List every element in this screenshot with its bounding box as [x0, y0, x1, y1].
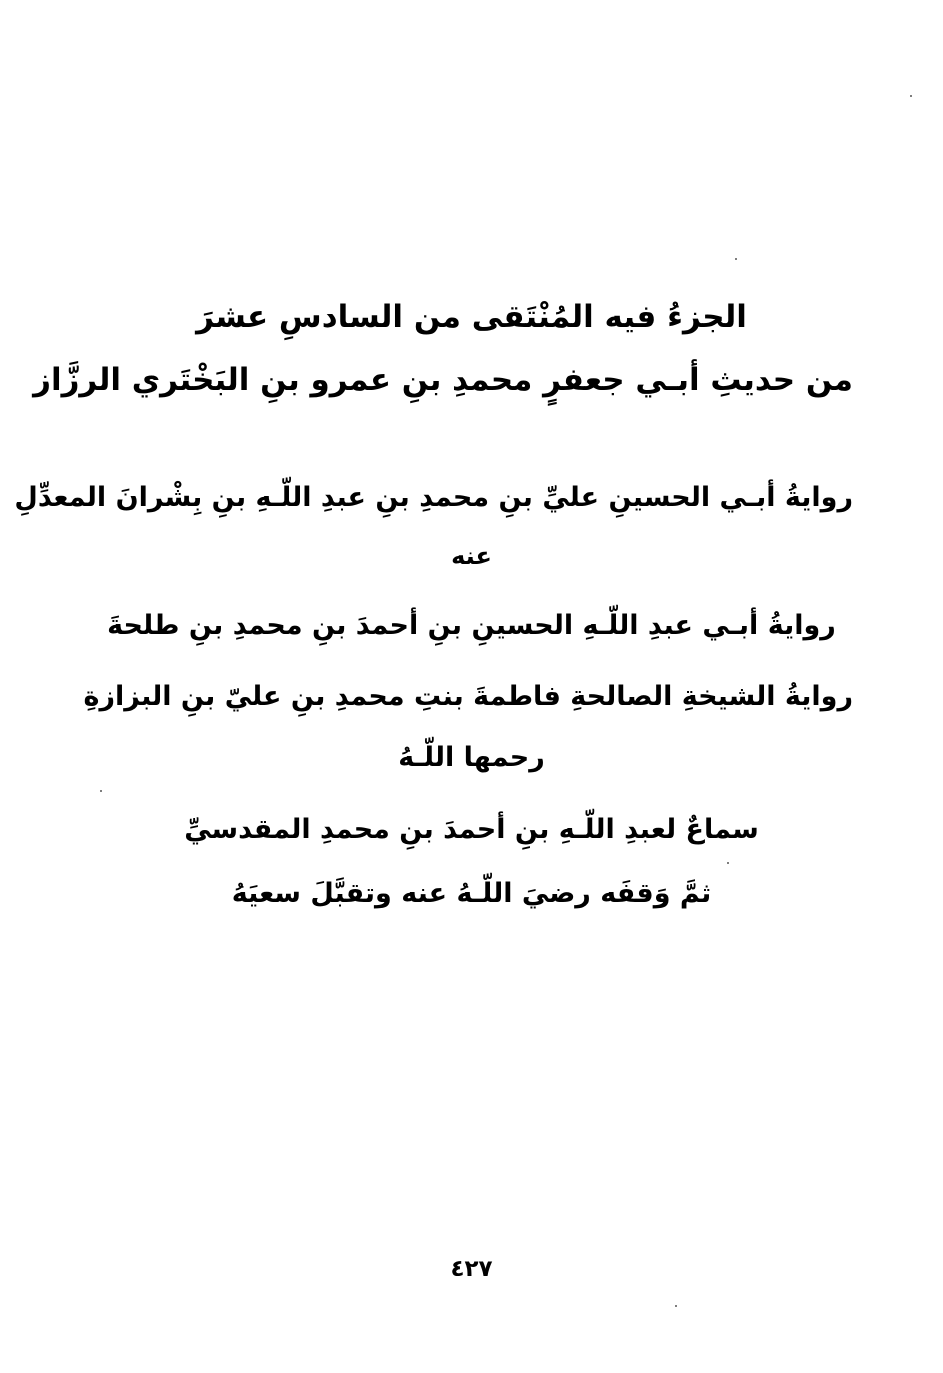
narration-1-line-1: روايةُ أبـي الحسينِ عليِّ بنِ محمدِ بنِ عبدِ اللّـهِ بنِ بِشْرانَ المعدِّلِ: [14, 482, 853, 513]
endowment-note: ثمَّ وَقفَه رضيَ اللّـهُ عنه وتقبَّلَ سعيَهُ: [231, 878, 712, 909]
scan-speck: [727, 862, 729, 864]
narration-1-line-2: عنه: [451, 542, 492, 570]
scan-speck: [675, 1305, 677, 1307]
narration-2: روايةُ أبـي عبدِ اللّـهِ الحسينِ بنِ أحمدَ بنِ محمدِ بنِ طلحةَ: [107, 610, 836, 641]
title-line-2: من حديثِ أبـي جعفرٍ محمدِ بنِ عمرو بنِ البَخْتَري الرزَّاز: [33, 362, 853, 398]
narration-3-line-2: رحمها اللّـهُ: [398, 742, 545, 773]
title-line-1: الجزءُ فيه المُنْتَقى من السادسِ عشرَ: [196, 299, 747, 335]
scan-speck: [100, 790, 102, 792]
scan-speck: [735, 258, 737, 260]
narration-3-line-1: روايةُ الشيخةِ الصالحةِ فاطمةَ بنتِ محمدِ بنِ عليّ بنِ البزازةِ: [83, 681, 853, 712]
scan-speck: [910, 95, 912, 97]
page-number: ٤٢٧: [450, 1256, 493, 1282]
audition-note: سماعٌ لعبدِ اللّـهِ بنِ أحمدَ بنِ محمدِ المقدسيِّ: [184, 814, 759, 845]
